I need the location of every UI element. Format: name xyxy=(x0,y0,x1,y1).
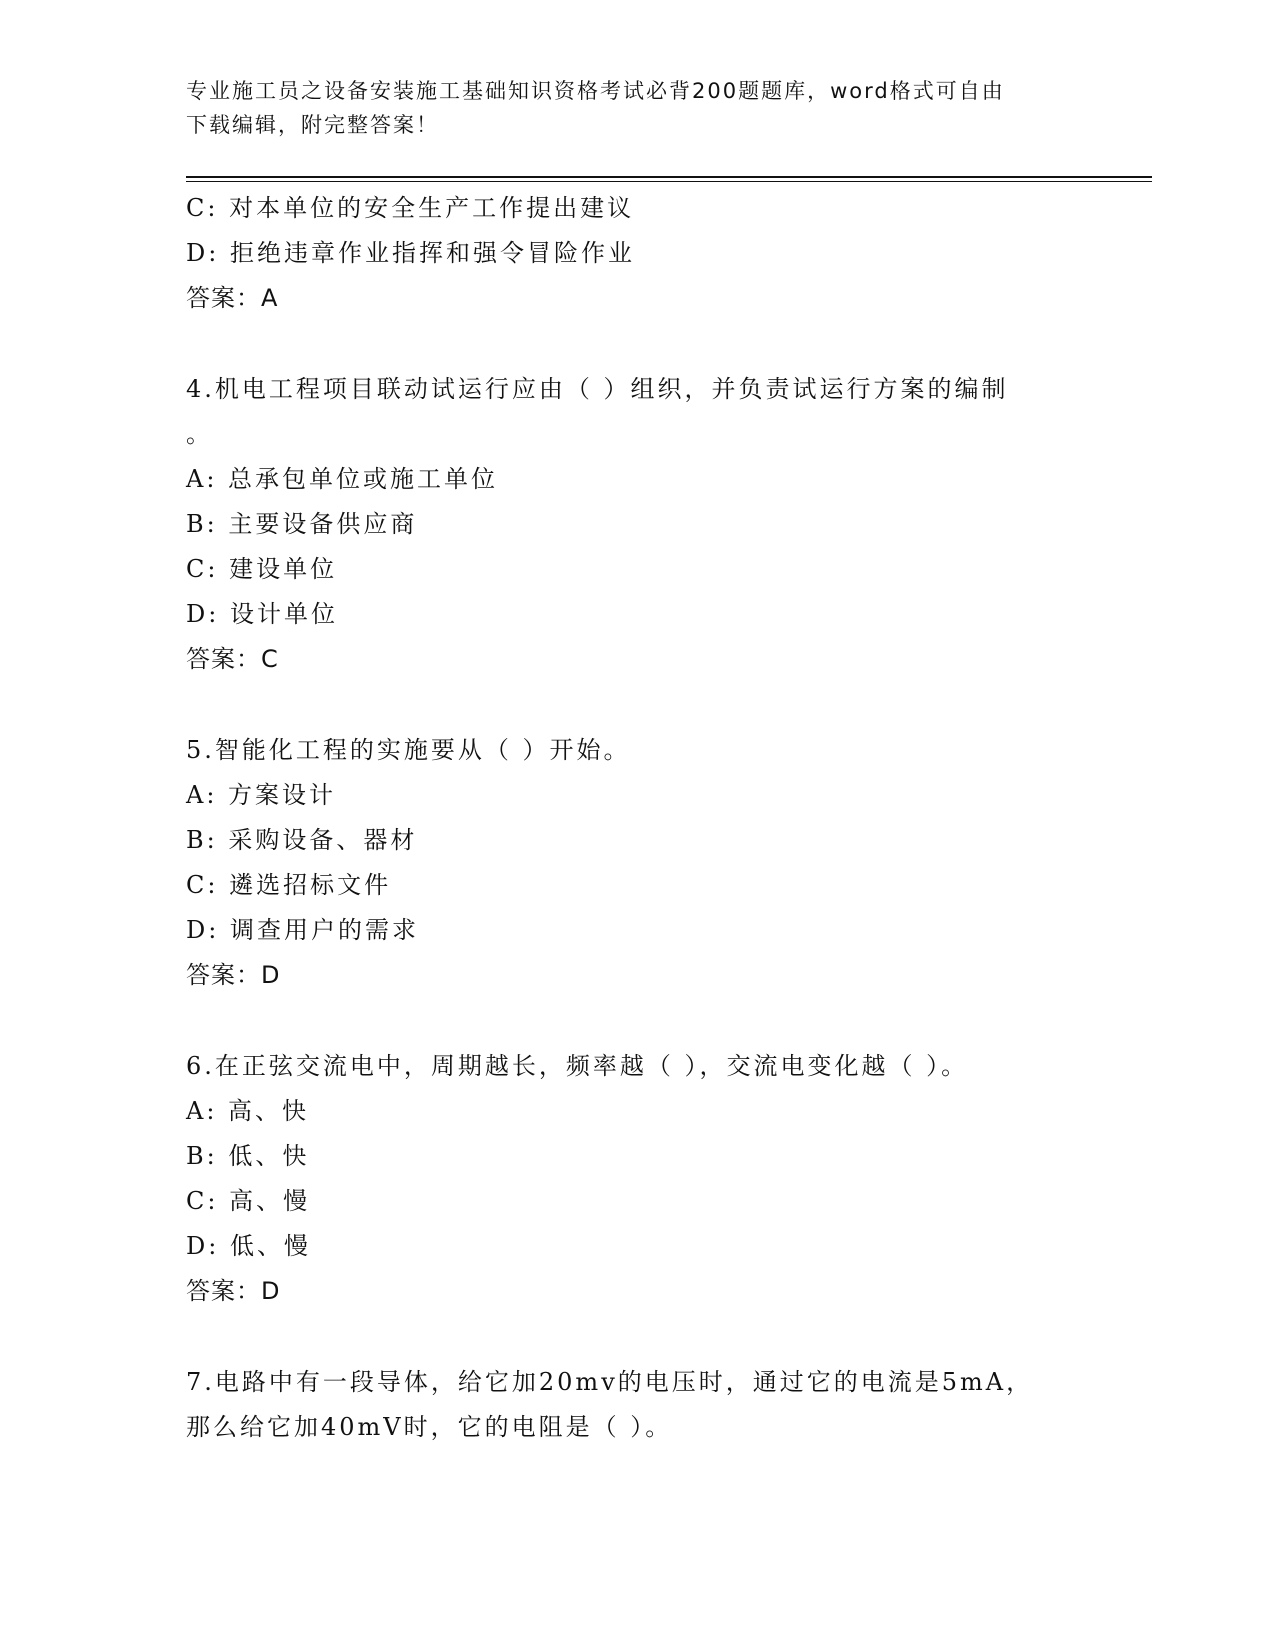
header-line-2: 下载编辑，附完整答案！ xyxy=(186,113,439,137)
answer: 答案：D xyxy=(186,961,281,989)
option-d: D: 低、慢 xyxy=(186,1232,311,1260)
option-b: B: 主要设备供应商 xyxy=(186,510,418,538)
option-a: A: 方案设计 xyxy=(186,781,337,809)
option-c: C: 遴选招标文件 xyxy=(186,871,392,899)
document-header xyxy=(186,74,1066,142)
question-stem: 7.电路中有一段导体，给它加20mv的电压时，通过它的电流是5mA， xyxy=(186,1368,1034,1396)
answer: 答案：C xyxy=(186,645,279,673)
option-b: B: 采购设备、器材 xyxy=(186,826,418,854)
option-c: C: 对本单位的安全生产工作提出建议 xyxy=(186,194,635,222)
option-b: B: 低、快 xyxy=(186,1142,310,1170)
answer: 答案：D xyxy=(186,1277,281,1305)
question-3-carryover xyxy=(186,186,1086,321)
option-d: D: 设计单位 xyxy=(186,600,338,628)
question-7 xyxy=(186,1360,1086,1450)
option-c: C: 高、慢 xyxy=(186,1187,311,1215)
spacer xyxy=(186,1314,1086,1360)
header-line-1: 专业施工员之设备安装施工基础知识资格考试必背200题题库，word格式可自由 xyxy=(186,79,1005,103)
question-stem: 6.在正弦交流电中，周期越长，频率越（ ），交流电变化越（ ）。 xyxy=(186,1052,969,1080)
question-5 xyxy=(186,728,1086,998)
header-divider-thick xyxy=(186,176,1152,178)
question-stem: 5.智能化工程的实施要从（ ）开始。 xyxy=(186,736,631,764)
header-divider-thin xyxy=(186,181,1152,182)
question-6 xyxy=(186,1044,1086,1314)
question-list xyxy=(186,186,1086,1450)
question-4 xyxy=(186,367,1086,682)
option-c: C: 建设单位 xyxy=(186,555,338,583)
answer: 答案：A xyxy=(186,284,279,312)
spacer xyxy=(186,682,1086,728)
option-d: D: 调查用户的需求 xyxy=(186,916,419,944)
option-d: D: 拒绝违章作业指挥和强令冒险作业 xyxy=(186,239,635,267)
question-stem-continued: 。 xyxy=(186,420,213,448)
question-stem: 4.机电工程项目联动试运行应由（ ）组织，并负责试运行方案的编制 xyxy=(186,375,1009,403)
spacer xyxy=(186,998,1086,1044)
spacer xyxy=(186,321,1086,367)
option-a: A: 高、快 xyxy=(186,1097,310,1125)
option-a: A: 总承包单位或施工单位 xyxy=(186,465,499,493)
question-stem-continued: 那么给它加40mV时，它的电阻是（ ）。 xyxy=(186,1413,673,1441)
